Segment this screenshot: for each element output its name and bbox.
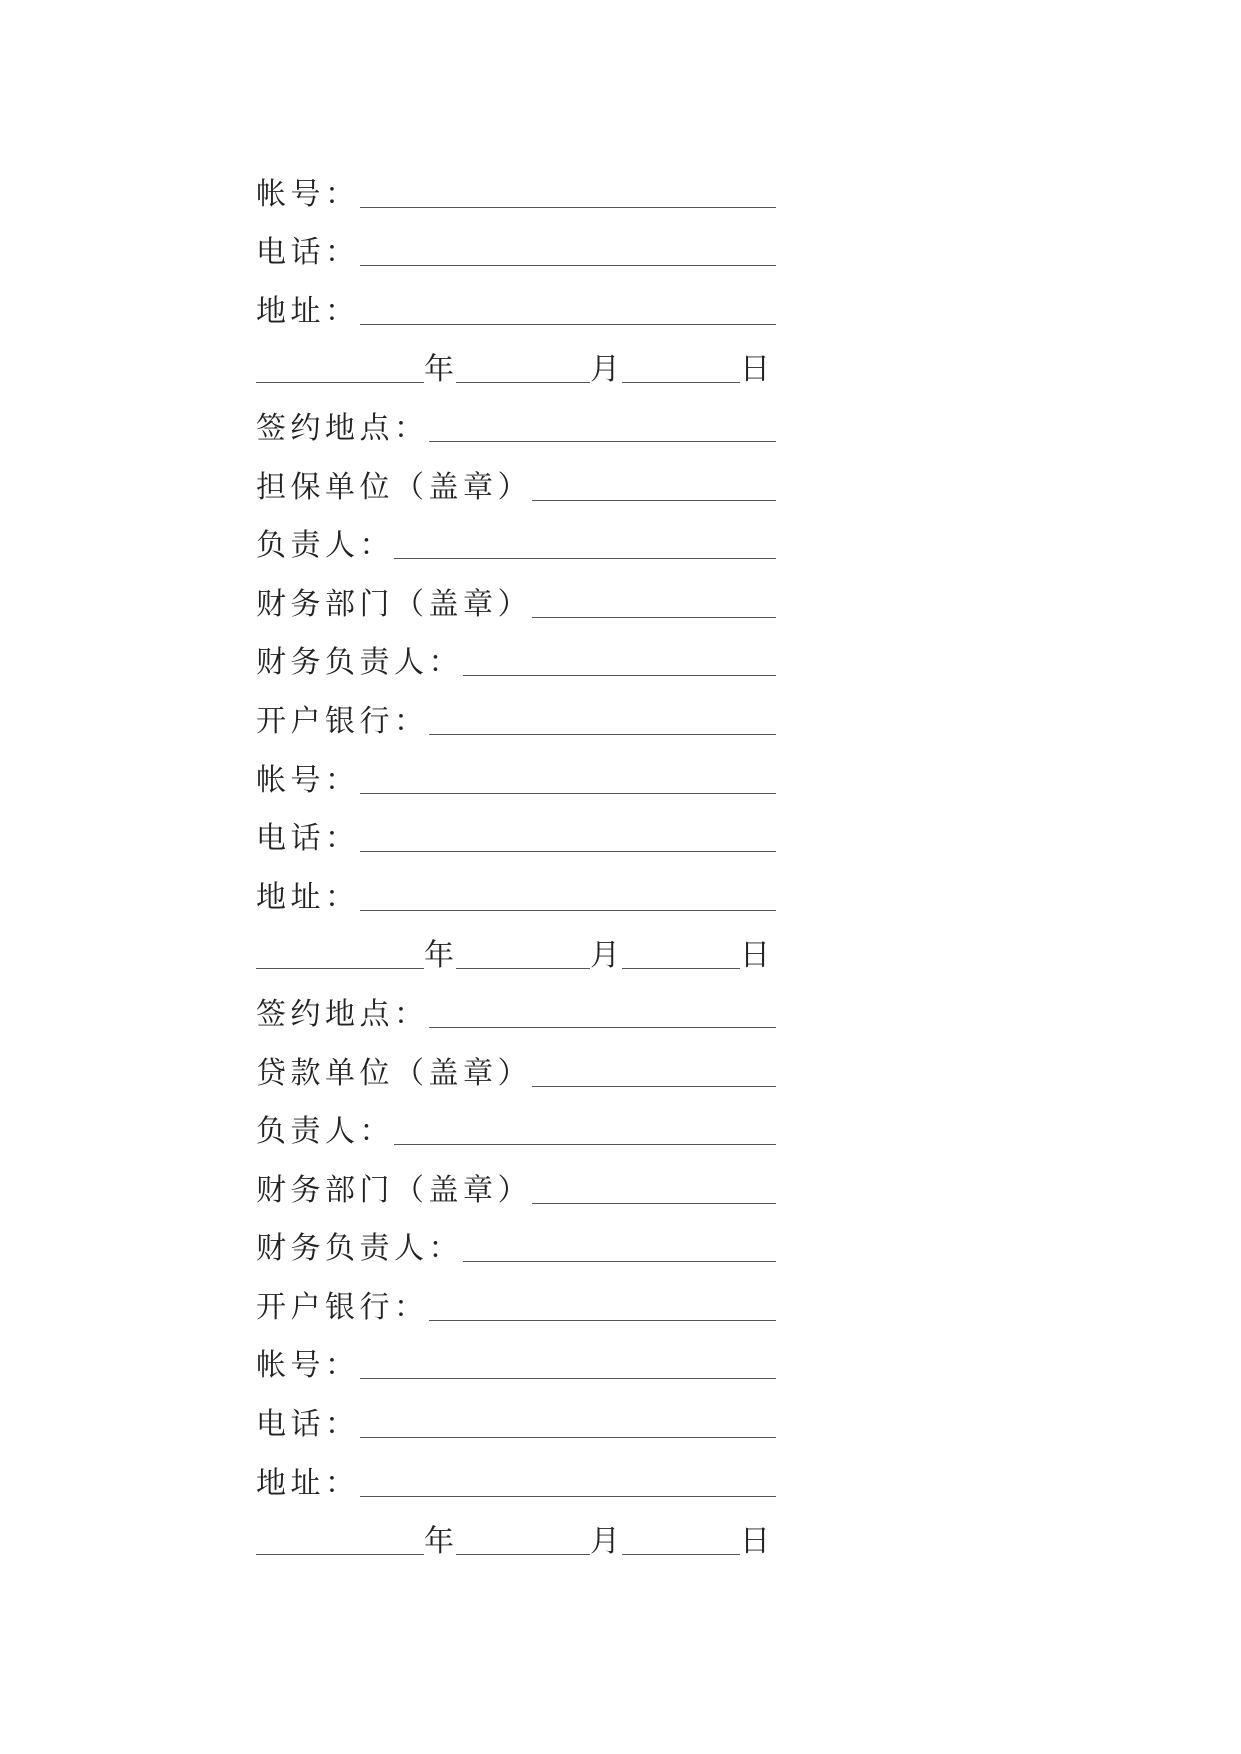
field-label: 签约地点： — [256, 996, 429, 1032]
field-label: 财务部门（盖章） — [256, 1172, 532, 1208]
person-in-charge-blank-line — [394, 1144, 776, 1145]
form-row-phone — [256, 217, 776, 276]
bank-blank-line — [429, 734, 777, 735]
day-label: 日 — [740, 938, 770, 974]
form-row-borrower-seal — [256, 1037, 776, 1096]
field-label: 帐号： — [256, 762, 360, 798]
field-label: 帐号： — [256, 176, 360, 212]
field-label: 负责人： — [256, 1114, 394, 1150]
borrower-seal-blank-line — [532, 1086, 776, 1087]
form-row-finance-dept-seal — [256, 1154, 776, 1213]
year-blank-line — [256, 968, 424, 969]
field-label: 开户银行： — [256, 1289, 429, 1325]
signing-place-blank-line — [429, 1027, 777, 1028]
year-label: 年 — [424, 938, 454, 974]
day-blank-line — [622, 1554, 740, 1555]
month-blank-line — [456, 968, 590, 969]
account-blank-line — [360, 207, 777, 208]
field-label: 地址： — [256, 293, 360, 329]
day-blank-line — [622, 968, 740, 969]
signing-place-blank-line — [429, 441, 777, 442]
month-label: 月 — [590, 352, 620, 388]
form-row-phone — [256, 803, 776, 862]
month-blank-line — [456, 382, 590, 383]
field-label: 贷款单位（盖章） — [256, 1055, 532, 1091]
day-label: 日 — [740, 1524, 770, 1560]
date-row — [256, 920, 776, 979]
form-row-account — [256, 1330, 776, 1389]
form-row-address — [256, 275, 776, 334]
field-label: 电话： — [256, 235, 360, 271]
finance-dept-seal-blank-line — [532, 617, 776, 618]
form-row-person-in-charge — [256, 1096, 776, 1155]
year-label: 年 — [424, 352, 454, 388]
address-blank-line — [360, 324, 777, 325]
field-label: 财务负责人： — [256, 645, 463, 681]
year-blank-line — [256, 382, 424, 383]
finance-dept-seal-blank-line — [532, 1203, 776, 1204]
form-row-account — [256, 158, 776, 217]
form-row-address — [256, 1447, 776, 1506]
field-label: 财务部门（盖章） — [256, 586, 532, 622]
account-blank-line — [360, 793, 777, 794]
month-label: 月 — [590, 938, 620, 974]
form-row-finance-dept-seal — [256, 568, 776, 627]
field-label: 电话： — [256, 1407, 360, 1443]
day-blank-line — [622, 382, 740, 383]
finance-head-blank-line — [463, 1261, 776, 1262]
field-label: 地址： — [256, 879, 360, 915]
form-row-address — [256, 861, 776, 920]
form-row-account — [256, 744, 776, 803]
phone-blank-line — [360, 1437, 777, 1438]
finance-head-blank-line — [463, 675, 776, 676]
field-label: 担保单位（盖章） — [256, 469, 532, 505]
year-label: 年 — [424, 1524, 454, 1560]
bank-blank-line — [429, 1320, 777, 1321]
month-label: 月 — [590, 1524, 620, 1560]
date-row — [256, 334, 776, 393]
address-blank-line — [360, 1496, 777, 1497]
form-row-bank — [256, 1271, 776, 1330]
field-label: 电话： — [256, 821, 360, 857]
field-label: 签约地点： — [256, 410, 429, 446]
date-row — [256, 1506, 776, 1565]
account-blank-line — [360, 1378, 777, 1379]
field-label: 财务负责人： — [256, 1231, 463, 1267]
form-row-signing-place — [256, 978, 776, 1037]
day-label: 日 — [740, 352, 770, 388]
field-label: 负责人： — [256, 528, 394, 564]
phone-blank-line — [360, 851, 777, 852]
form-row-signing-place — [256, 392, 776, 451]
field-label: 地址： — [256, 1465, 360, 1501]
form-row-finance-head — [256, 627, 776, 686]
form-row-guarantor-seal — [256, 451, 776, 510]
field-label: 帐号： — [256, 1348, 360, 1384]
form-row-phone — [256, 1388, 776, 1447]
month-blank-line — [456, 1554, 590, 1555]
phone-blank-line — [360, 265, 777, 266]
signature-form — [256, 158, 776, 1564]
form-row-person-in-charge — [256, 510, 776, 569]
form-row-bank — [256, 685, 776, 744]
form-row-finance-head — [256, 1213, 776, 1272]
year-blank-line — [256, 1554, 424, 1555]
guarantor-seal-blank-line — [532, 500, 776, 501]
field-label: 开户银行： — [256, 703, 429, 739]
address-blank-line — [360, 910, 777, 911]
person-in-charge-blank-line — [394, 558, 776, 559]
